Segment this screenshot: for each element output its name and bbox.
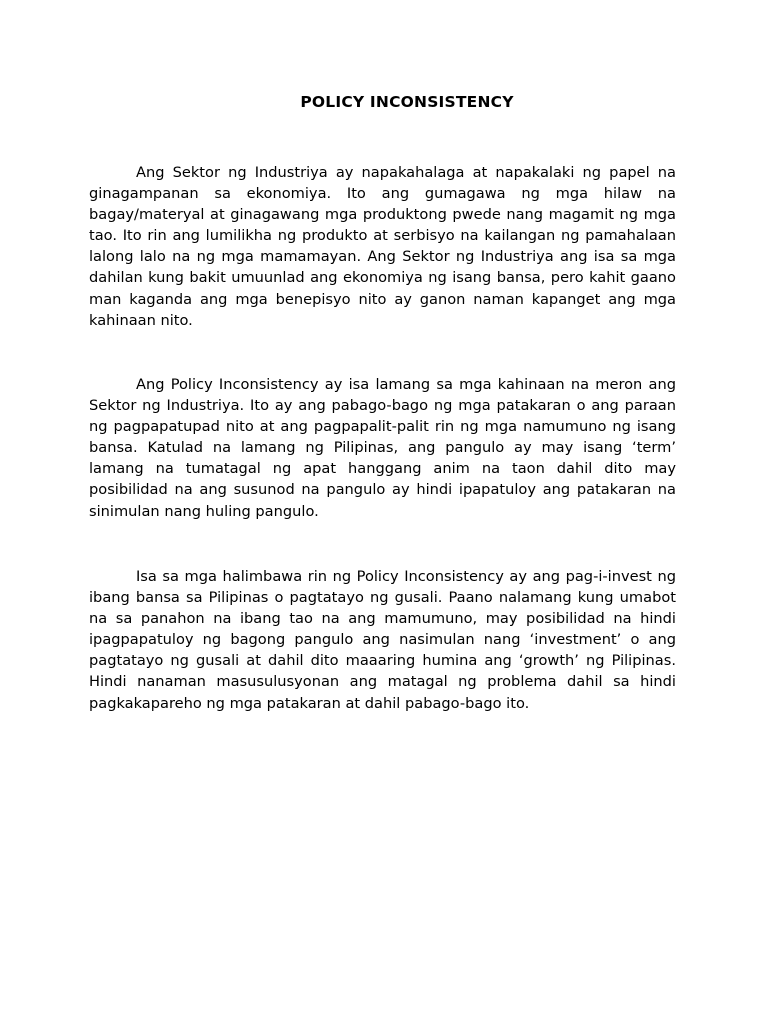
- paragraph-3: Isa sa mga halimbawa rin ng Policy Inconsistency ay ang pag-i-invest ng ibang bansa sa Pilipinas o pagtatayo ng gusali. Paano nalamang kung umabot na sa panahon na ibang tao na ang mamumuno, may posibilidad na hindi ipagpapatuloy ng bagong pangulo ang nasimulan nang ‘investment’ o ang pagtatayo ng gusali at dahil dito maaaring humina ang ‘growth’ ng Pilipinas. Hindi nanaman masusulusyonan ang matagal ng problema dahil sa hindi pagkakapareho ng mga patakaran at dahil pabago-bago ito.: [89, 568, 676, 712]
- document-title: POLICY INCONSISTENCY: [300, 93, 514, 111]
- paragraph-1: Ang Sektor ng Industriya ay napakahalaga at napakalaki ng papel na ginagampanan sa ekonomiya. Ito ang gumagawa ng mga hilaw na bagay/materyal at ginagawang mga produktong pwede nang magamit ng mga tao. Ito rin ang lumilikha ng produkto at serbisyo na kailangan ng pamahalaan lalong lalo na ng mga mamamayan. Ang Sektor ng Industriya ang isa sa mga dahilan kung bakit umuunlad ang ekonomiya ng isang bansa, pero kahit gaano man kaganda ang mga benepisyo nito ay ganon naman kapanget ang mga kahinaan nito.: [89, 164, 676, 329]
- paragraph-2: Ang Policy Inconsistency ay isa lamang sa mga kahinaan na meron ang Sektor ng Industriya. Ito ay ang pabago-bago ng mga patakaran o ang paraan ng pagpapatupad nito at ang pagpapalit-palit rin ng mga namumuno ng isang bansa. Katulad na lamang ng Pilipinas, ang pangulo ay may isang ‘term’ lamang na tumatagal ng apat hanggang anim na taon dahil dito may posibilidad na ang susunod na pangulo ay hindi ipapatuloy ang patakaran na sinimulan nang huling pangulo.: [89, 376, 676, 520]
